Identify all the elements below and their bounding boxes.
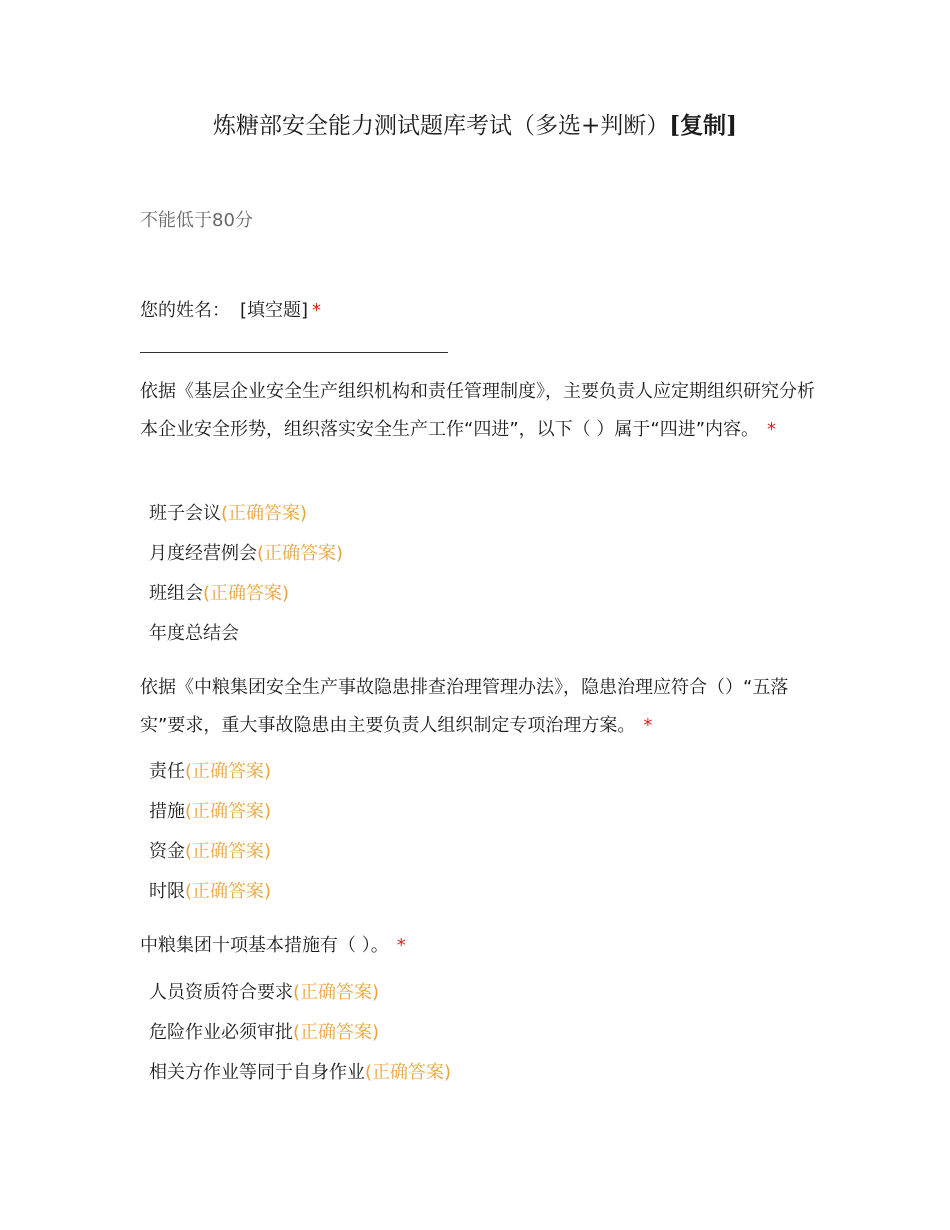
correct-answer-tag: (正确答案) [293, 982, 380, 1003]
question-3-option-2[interactable] [149, 1018, 379, 1048]
title-copy-tag: [复制] [669, 112, 738, 139]
correct-answer-tag: (正确答案) [221, 503, 308, 524]
required-mark: * [396, 935, 406, 956]
question-3-text: 中粮集团十项基本措施有（ ）。 [140, 935, 389, 956]
question-1-option-4[interactable] [149, 619, 239, 649]
question-2 [140, 669, 820, 745]
required-mark: * [312, 300, 322, 321]
option-label: 班组会 [149, 583, 203, 604]
question-2-text: 依据《中粮集团安全生产事故隐患排查治理管理办法》，隐患治理应符合（）“五落实”要求，重大事故隐患由主要负责人组织制定专项治理方案。 [140, 677, 789, 736]
question-type-tag: [填空题] [240, 300, 309, 321]
question-name-label: 您的姓名： [140, 300, 230, 321]
question-name [140, 292, 820, 330]
correct-answer-tag: (正确答案) [203, 583, 290, 604]
question-1-option-3[interactable] [149, 579, 289, 609]
question-2-option-3[interactable] [149, 837, 271, 867]
correct-answer-tag: (正确答案) [185, 881, 272, 902]
question-2-option-2[interactable] [149, 797, 271, 827]
correct-answer-tag: (正确答案) [365, 1062, 452, 1083]
name-input-line[interactable] [140, 352, 448, 353]
option-label: 班子会议 [149, 503, 221, 524]
option-label: 相关方作业等同于自身作业 [149, 1062, 365, 1083]
correct-answer-tag: (正确答案) [185, 841, 272, 862]
option-label: 人员资质符合要求 [149, 982, 293, 1003]
question-1-option-2[interactable] [149, 539, 343, 569]
correct-answer-tag: (正确答案) [185, 761, 272, 782]
question-2-option-1[interactable] [149, 757, 271, 787]
option-label: 责任 [149, 761, 185, 782]
option-label: 月度经营例会 [149, 543, 257, 564]
question-3-option-1[interactable] [149, 978, 379, 1008]
correct-answer-tag: (正确答案) [257, 543, 344, 564]
question-3-option-3[interactable] [149, 1058, 451, 1088]
correct-answer-tag: (正确答案) [293, 1022, 380, 1043]
option-label: 危险作业必须审批 [149, 1022, 293, 1043]
title-main: 炼糖部安全能力测试题库考试（多选+判断） [212, 113, 670, 139]
question-2-option-4[interactable] [149, 877, 271, 907]
option-label: 资金 [149, 841, 185, 862]
option-label: 措施 [149, 801, 185, 822]
option-label: 时限 [149, 881, 185, 902]
question-3 [140, 927, 820, 965]
question-1-option-1[interactable] [149, 499, 307, 529]
question-1-text: 依据《基层企业安全生产组织机构和责任管理制度》，主要负责人应定期组织研究分析本企业安全形势，组织落实安全生产工作“四进”，以下（ ）属于“四进”内容。 [140, 381, 815, 440]
page-subtitle: 不能低于80分 [140, 210, 253, 231]
required-mark: * [767, 419, 777, 440]
option-label: 年度总结会 [149, 623, 239, 644]
page-title [0, 108, 950, 144]
required-mark: * [643, 715, 653, 736]
correct-answer-tag: (正确答案) [185, 801, 272, 822]
question-1 [140, 373, 820, 449]
